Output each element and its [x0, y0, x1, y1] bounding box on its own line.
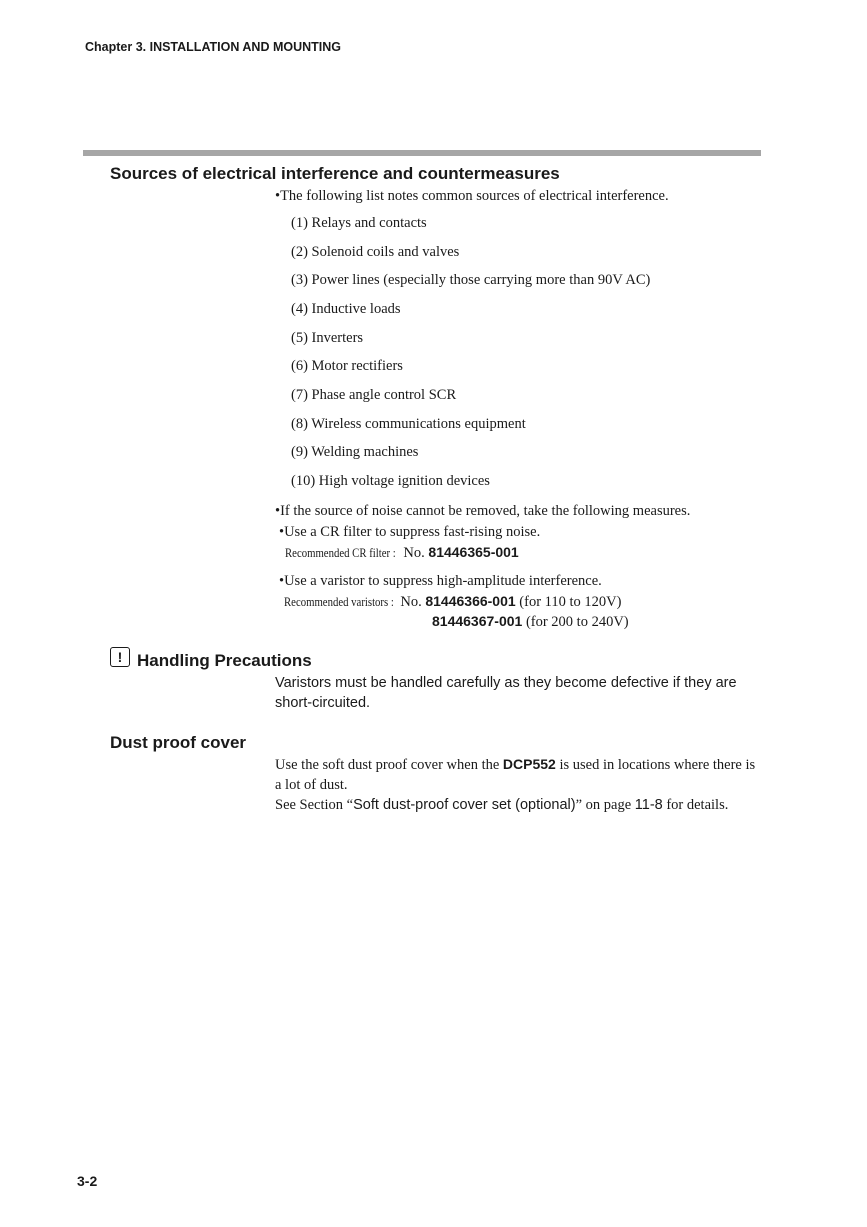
chapter-header: Chapter 3. INSTALLATION AND MOUNTING	[85, 40, 342, 54]
list-item: (4) Inductive loads	[291, 301, 401, 317]
measures-intro: •If the source of noise cannot be removed, take the following measures.	[275, 503, 691, 519]
list-item: (3) Power lines (especially those carrying more than 90V AC)	[291, 272, 651, 288]
handling-precautions-text: Varistors must be handled carefully as they become defective if they are short-circuited.	[275, 675, 737, 711]
reference-text-part: ” on page	[575, 797, 635, 813]
varistor-recommendation	[284, 591, 621, 612]
list-item: (5) Inverters	[291, 330, 364, 346]
dust-cover-text	[275, 754, 765, 795]
varistor-range-2: (for 200 to 240V)	[525, 614, 629, 630]
cr-filter-label: Recommended CR filter :	[285, 546, 396, 560]
varistor-label: Recommended varistors :	[284, 595, 394, 609]
model-name: DCP552	[502, 756, 556, 772]
varistor-part-number-2: 81446367-001	[432, 613, 523, 629]
handling-precautions-title: Handling Precautions	[137, 651, 312, 670]
list-item: (6) Motor rectifiers	[291, 358, 403, 374]
caution-icon: !	[110, 647, 130, 667]
interference-intro: •The following list notes common sources of electrical interference.	[275, 188, 669, 204]
list-item: (10) High voltage ignition devices	[291, 473, 490, 489]
cr-filter-recommendation	[285, 542, 519, 563]
cr-filter-part-number: 81446365-001	[428, 544, 519, 560]
section-divider	[83, 150, 761, 156]
page-reference: 11-8	[634, 797, 663, 813]
list-item: (8) Wireless communications equipment	[291, 416, 526, 432]
list-item: (1) Relays and contacts	[291, 215, 427, 231]
cr-filter-no: No.	[403, 545, 425, 561]
section-title-interference: Sources of electrical interference and countermeasures	[110, 164, 560, 183]
reference-text-part: for details.	[662, 797, 729, 813]
list-item: (7) Phase angle control SCR	[291, 387, 457, 403]
varistor-line: •Use a varistor to suppress high-amplitude interference.	[279, 573, 602, 589]
section-reference: Soft dust-proof cover set (optional)	[353, 797, 576, 813]
varistor-part-number-1: 81446366-001	[425, 593, 516, 609]
varistor-recommendation-2	[432, 611, 629, 632]
dust-cover-title: Dust proof cover	[110, 733, 247, 752]
list-item: (2) Solenoid coils and valves	[291, 244, 460, 260]
varistor-range-1: (for 110 to 120V)	[519, 594, 622, 610]
reference-text-part: See Section “	[275, 797, 354, 813]
list-item: (9) Welding machines	[291, 444, 419, 460]
dust-text-part: Use the soft dust proof cover when the	[275, 757, 503, 773]
dust-cover-reference	[275, 795, 728, 815]
varistor-no: No.	[400, 594, 422, 610]
page-number: 3-2	[77, 1173, 98, 1189]
dust-text-part: is used in locations where there is a lot of dust.	[275, 757, 756, 793]
cr-filter-line: •Use a CR filter to suppress fast-rising noise.	[279, 524, 541, 540]
